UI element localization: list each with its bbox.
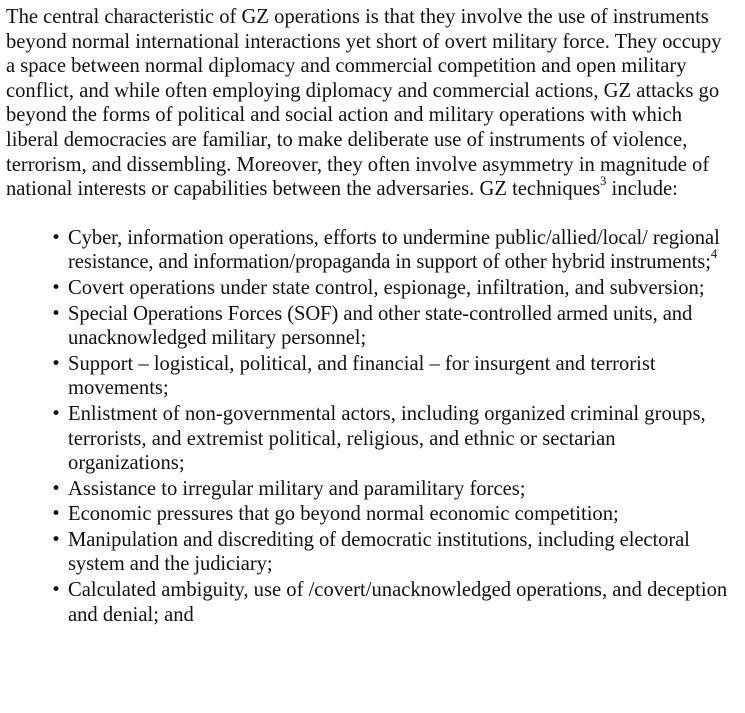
footnote-4: 4 xyxy=(710,247,718,262)
list-item-text: Support – logistical, political, and financial – for insurgent and terrorist movements; xyxy=(68,352,656,400)
list-item-text: Manipulation and discrediting of democratic institutions, including electoral system and the judiciary; xyxy=(68,528,690,576)
list-item xyxy=(6,502,735,527)
list-item-text: Calculated ambiguity, use of /covert/unacknowledged operations, and deception and denial; and xyxy=(68,579,728,626)
list-item-text: Special Operations Forces (SOF) and other state-controlled armed units, and unacknowledged military personnel; xyxy=(68,302,693,350)
list-item xyxy=(6,302,735,351)
list-item-text: Assistance to irregular military and paramilitary forces; xyxy=(68,477,526,500)
list-item-text: Economic pressures that go beyond normal economic competition; xyxy=(68,503,619,526)
list-item xyxy=(6,528,735,577)
bullet-icon: • xyxy=(50,277,62,298)
bullet-icon: • xyxy=(50,227,62,248)
bullet-icon: • xyxy=(50,580,62,601)
list-item xyxy=(6,276,735,301)
intro-tail: include: xyxy=(606,178,678,201)
intro-paragraph xyxy=(6,5,734,202)
list-item xyxy=(6,477,735,502)
technique-list xyxy=(6,226,735,628)
list-item xyxy=(6,402,735,476)
list-item-text xyxy=(68,226,734,275)
bullet-icon: • xyxy=(50,303,62,324)
intro-text: The central characteristic of GZ operations is that they involve the use of instruments beyond normal international interactions yet short of overt military force. They occupy a space between normal diplomacy and commercial competition and open military conflict, and while often employing diplomacy and commercial actions, GZ attacks go beyond the forms of political and social action and military operations with which liberal democracies are familiar, to make deliberate use of instruments of violence, terrorism, and dissembling. Moreover, they often involve asymmetry in magnitude of national interests or capabilities between the adversaries. GZ techniques xyxy=(6,6,722,201)
list-item-text: Enlistment of non-governmental actors, including organized criminal groups, terrorists, and extremist political, religious, and ethnic or sectarian organizations; xyxy=(68,402,706,475)
bullet-icon: • xyxy=(50,504,62,525)
list-item xyxy=(6,578,735,627)
footnote-3: 3 xyxy=(600,174,607,189)
bullet-icon: • xyxy=(50,478,62,499)
list-item xyxy=(6,226,735,275)
list-item-text: Covert operations under state control, espionage, infiltration, and subversion; xyxy=(68,276,705,299)
list-item-content: Cyber, information operations, efforts to undermine public/allied/local/ regional resistance, and information/propaganda in support of other hybrid instruments; xyxy=(68,226,720,274)
list-item xyxy=(6,352,735,401)
bullet-icon: • xyxy=(50,403,62,424)
bullet-icon: • xyxy=(50,353,62,374)
bullet-icon: • xyxy=(50,529,62,550)
